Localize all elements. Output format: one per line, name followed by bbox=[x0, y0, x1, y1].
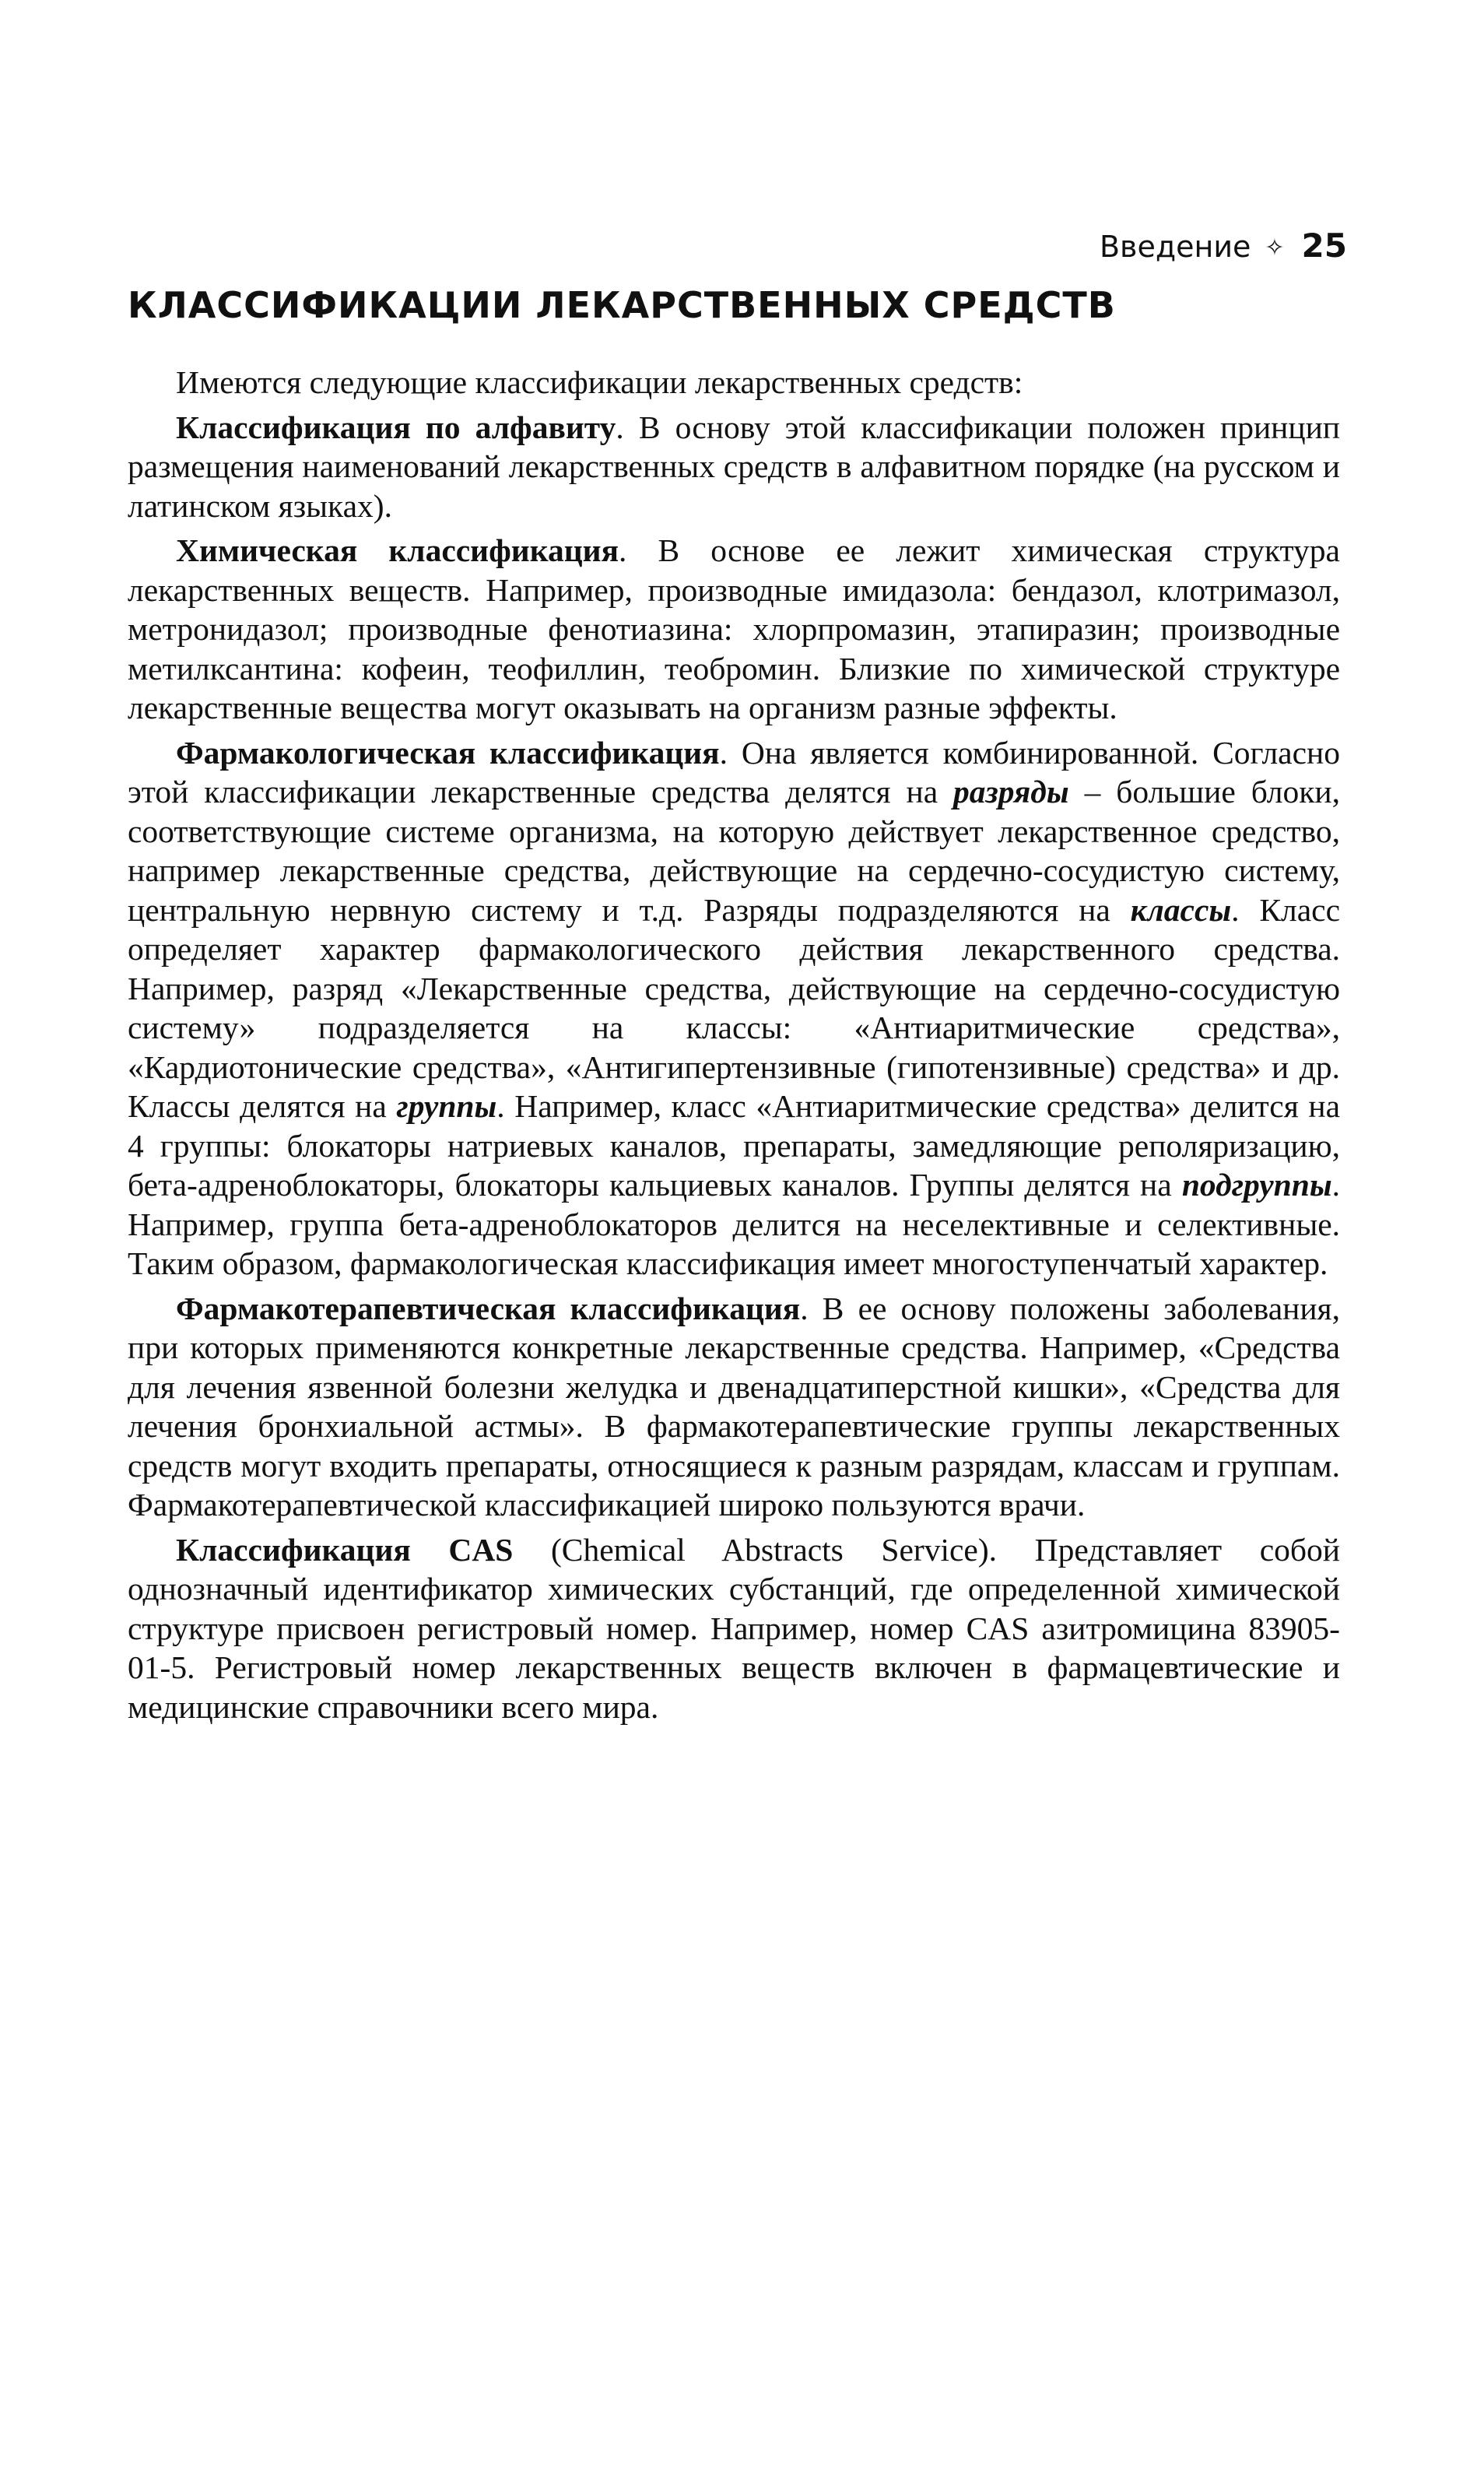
term-pharmacological: Фармакологическая классификация bbox=[176, 734, 720, 771]
text-pharmacotherapeutic: . В ее основу положены заболевания, при которых применяются конкретные лекарственные средства. Например, «Средства для лечения язвенной болезни желудка и двенадцатиперстной кишки», «Средства для лечения бронхиальной астмы». В фармакотерапевтические группы лекарственных средств могут входить препараты, относящиеся к разным разрядам, классам и группам. Фармакотерапевтической классификацией широко пользуются врачи. bbox=[128, 1290, 1340, 1522]
keyword-podgruppy: подгруппы bbox=[1181, 1167, 1332, 1203]
paragraph-alphabet bbox=[128, 408, 1340, 526]
header-section-title: Введение bbox=[1099, 230, 1251, 264]
paragraph-chemical bbox=[128, 531, 1340, 728]
paragraph-pharmacotherapeutic bbox=[128, 1289, 1340, 1525]
page-number: 25 bbox=[1301, 227, 1347, 265]
keyword-gruppy: группы bbox=[396, 1088, 497, 1124]
text-pharmacological-3: . Класс определяет характер фармакологического действия лекарственного средства. Например, разряд «Лекарственные средства, действующие на сердечно-сосудистую систему» подразделяется на классы: «Антиаритмические средства», «Кардиотонические средства», «Антигипертензивные (гипотензивные) средства» и др. Классы делятся на bbox=[128, 891, 1340, 1124]
chapter-title: КЛАССИФИКАЦИИ ЛЕКАРСТВЕННЫХ СРЕДСТВ bbox=[128, 284, 1116, 326]
text-pharmacological-1: . Она является комбинированной. Согласно этой классификации лекарственные средства делятся на bbox=[128, 734, 1340, 810]
term-pharmacotherapeutic: Фармакотерапевтическая классификация bbox=[176, 1290, 801, 1326]
text-cas: (Chemical Abstracts Service). Представляет собой однозначный идентификатор химических субстанций, где определенной химической структуре присвоен регистровый номер. Например, номер CAS азитромицина 83905-01-5. Регистровый номер лекарственных веществ включен в фармацевтические и медицинские справочники всего мира. bbox=[128, 1531, 1340, 1725]
intro-text: Имеются следующие классификации лекарственных средств: bbox=[176, 364, 1023, 400]
running-header bbox=[1100, 227, 1347, 267]
paragraph-intro bbox=[128, 363, 1340, 402]
body-text bbox=[128, 363, 1340, 1732]
text-pharmacological-5: . Например, группа бета-адреноблокаторов делится на неселективные и селективные. Таким образом, фармакологическая классификация имеет многоступенчатый характер. bbox=[128, 1167, 1340, 1281]
paragraph-pharmacological bbox=[128, 733, 1340, 1284]
keyword-razryady: разряды bbox=[953, 774, 1069, 810]
text-pharmacological-4: . Например, класс «Антиаритмические средства» делится на 4 группы: блокаторы натриевых каналов, препараты, замедляющие реполяризацию, бета-адреноблокаторы, блокаторы кальциевых каналов. Группы делятся на bbox=[128, 1088, 1340, 1203]
term-alphabet: Классификация по алфавиту bbox=[176, 409, 616, 445]
text-chemical: . В основе ее лежит химическая структура лекарственных веществ. Например, производные имидазола: бендазол, клотримазол, метронидазол; производные фенотиазина: хлорпромазин, этапиразин; производные метилксантина: кофеин, теофиллин, теобромин. Близкие по химической структуре лекарственные вещества могут оказывать на организм разные эффекты. bbox=[128, 532, 1340, 725]
paragraph-cas bbox=[128, 1530, 1340, 1727]
term-chemical: Химическая классификация bbox=[176, 532, 619, 568]
diamond-separator-icon: ✧ bbox=[1265, 234, 1285, 262]
text-pharmacological-2: – большие блоки, соответствующие системе организма, на которую действует лекарственное средство, например лекарственные средства, действующие на сердечно-сосудистую систему, центральную нервную систему и т.д. Разряды подразделяются на bbox=[128, 774, 1340, 928]
text-alphabet: . В основу этой классификации положен принцип размещения наименований лекарственных средств в алфавитном порядке (на русском и латинском языках). bbox=[128, 409, 1340, 524]
term-cas: Классификация CAS bbox=[176, 1531, 514, 1568]
keyword-klassy: классы bbox=[1130, 891, 1232, 928]
